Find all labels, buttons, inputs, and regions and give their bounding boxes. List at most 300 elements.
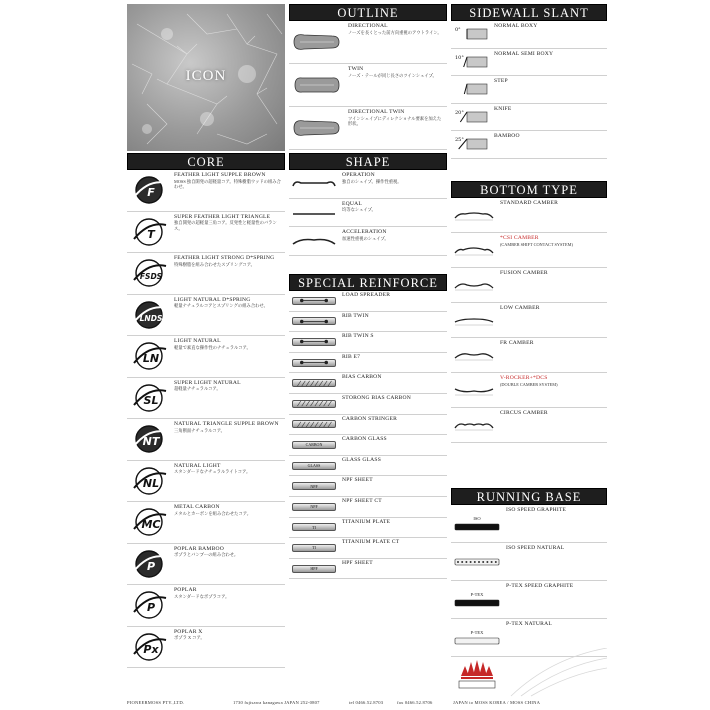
reinforce-name: TITANIUM PLATE CT bbox=[342, 539, 400, 546]
core-name: POPLAR BAMBOO bbox=[174, 545, 225, 552]
reinforce-strip-cell bbox=[289, 518, 339, 538]
bottom-sub: (CAMBER SHIFT CONTACT SYSTEM) bbox=[500, 241, 573, 247]
core-name: LIGHT NATURAL D*SPRING bbox=[174, 296, 251, 303]
core-logo-icon bbox=[130, 217, 168, 247]
core-name: SUPER LIGHT NATURAL bbox=[174, 379, 241, 386]
core-name: LIGHT NATURAL bbox=[174, 338, 221, 344]
bottom-text bbox=[497, 408, 607, 442]
reinforce-item bbox=[289, 291, 447, 312]
footer-company: PIONEERMOSS PTY.,LTD. bbox=[127, 700, 185, 705]
camber-profile-icon bbox=[453, 313, 495, 327]
sidewall-profile-icon bbox=[453, 106, 489, 128]
reinforce-strip-icon bbox=[292, 482, 336, 490]
core-item bbox=[127, 627, 285, 669]
shape-item bbox=[289, 227, 447, 256]
reinforce-strip-label: NPF bbox=[310, 504, 318, 510]
shape-profile-icon bbox=[291, 206, 337, 220]
running-base-text bbox=[503, 581, 607, 618]
core-logo-cell bbox=[127, 295, 171, 336]
reinforce-pattern-icon bbox=[293, 400, 335, 407]
reinforce-name: RIB E7 bbox=[342, 353, 361, 360]
shape-profile-icon bbox=[291, 177, 337, 191]
camber-profile-icon bbox=[453, 243, 495, 257]
reinforce-name: BIAS CARBON bbox=[342, 374, 382, 381]
core-text bbox=[171, 378, 285, 419]
core-logo-icon bbox=[130, 507, 168, 537]
sidewall-profile-icon bbox=[453, 78, 489, 100]
sidewall-profile-icon bbox=[453, 51, 489, 73]
bottom-name: CIRCUS CAMBER bbox=[500, 410, 548, 416]
core-logo-icon bbox=[130, 632, 168, 662]
reinforce-strip-cell bbox=[289, 456, 339, 476]
camber-profile-icon bbox=[453, 383, 495, 397]
reinforce-name: NPF SHEET CT bbox=[342, 497, 382, 504]
core-logo-cell bbox=[127, 461, 171, 502]
bottom-item bbox=[451, 408, 607, 443]
core-logo-letter: T bbox=[147, 227, 155, 241]
core-logo-icon bbox=[130, 300, 168, 330]
reinforce-name: TITANIUM PLATE bbox=[342, 518, 391, 525]
reinforce-list bbox=[289, 291, 447, 579]
core-text bbox=[171, 585, 285, 626]
outline-text bbox=[345, 107, 447, 149]
shape-item bbox=[289, 199, 447, 228]
core-desc: MOSS 独自開発の超軽量コア。特殊樹脂ウッドの組み合わせ。 bbox=[174, 178, 281, 189]
running-base-item bbox=[451, 543, 607, 581]
core-header: CORE bbox=[127, 153, 285, 170]
shape-text bbox=[339, 199, 447, 227]
sidewall-item bbox=[451, 76, 607, 104]
sidewall-diagram-cell bbox=[451, 21, 491, 48]
reinforce-strip-cell bbox=[289, 538, 339, 558]
shape-profile-cell bbox=[289, 227, 339, 255]
sidewall-diagram-cell bbox=[451, 76, 491, 103]
reinforce-item bbox=[289, 415, 447, 436]
reinforce-item bbox=[289, 332, 447, 353]
core-name: POPLAR bbox=[174, 587, 197, 593]
outline-item bbox=[289, 21, 447, 64]
base-sample-cell bbox=[451, 581, 503, 618]
reinforce-strip-icon bbox=[292, 359, 336, 367]
base-sample-cell bbox=[451, 505, 503, 542]
bottom-profile-cell bbox=[451, 233, 497, 267]
running-header: RUNNING BASE bbox=[451, 488, 607, 505]
reinforce-pattern-icon bbox=[293, 380, 335, 387]
core-name: POPLAR X bbox=[174, 628, 203, 635]
pioneer-moss-logo-icon bbox=[451, 648, 607, 698]
base-sample-label: P-TEX bbox=[470, 592, 484, 597]
core-desc: メタルとカーボンを組み合わせたコア。 bbox=[174, 510, 251, 516]
sidewall-text bbox=[491, 49, 607, 76]
outline-desc: ノーズ・テールが同じ長さのツインシェイプ。 bbox=[348, 72, 437, 78]
outline-text bbox=[345, 21, 447, 63]
reinforce-strip-cell bbox=[289, 435, 339, 455]
core-logo-icon bbox=[130, 590, 168, 620]
core-name: METAL CARBON bbox=[174, 504, 220, 510]
bottom-text bbox=[497, 338, 607, 372]
core-text bbox=[171, 295, 285, 336]
shape-text bbox=[339, 227, 447, 255]
core-logo-letter: NT bbox=[142, 435, 160, 449]
core-item bbox=[127, 212, 285, 254]
reinforce-item bbox=[289, 518, 447, 539]
running-base-item bbox=[451, 505, 607, 543]
reinforce-name: HPF SHEET bbox=[342, 559, 373, 566]
reinforce-strip-cell bbox=[289, 332, 339, 352]
core-name: FEATHER LIGHT STRONG D*SPRING bbox=[174, 255, 275, 261]
core-item bbox=[127, 585, 285, 627]
core-desc: 超軽量ナチュラルコア。 bbox=[174, 386, 221, 392]
outline-board-cell bbox=[289, 107, 345, 149]
running-base-name: ISO SPEED NATURAL bbox=[506, 545, 565, 551]
reinforce-name: CARBON GLASS bbox=[342, 436, 387, 443]
reinforce-strip-icon bbox=[292, 297, 336, 305]
reinforce-text bbox=[339, 497, 447, 517]
sidewall-angle-label: 0° bbox=[455, 27, 461, 34]
sidewall-angle-label: 10° bbox=[455, 54, 464, 61]
board-outline-icon bbox=[292, 73, 342, 97]
running-base-name: P-TEX NATURAL bbox=[506, 621, 552, 627]
outline-board-cell bbox=[289, 64, 345, 106]
reinforce-name: NPF SHEET bbox=[342, 477, 373, 484]
bottom-name: *CSI CAMBER bbox=[500, 235, 539, 241]
base-sample-icon bbox=[454, 523, 500, 531]
reinforce-strip-icon bbox=[292, 420, 336, 428]
bottom-item bbox=[451, 233, 607, 268]
core-desc: 特殊樹脂を組み合わせたスプリングコア。 bbox=[174, 261, 255, 267]
core-logo-icon bbox=[130, 175, 168, 205]
outline-text bbox=[345, 64, 447, 106]
outline-name: TWIN bbox=[348, 66, 364, 72]
bottom-profile-cell bbox=[451, 303, 497, 337]
bottom-name: FR CAMBER bbox=[500, 340, 534, 346]
core-logo-cell bbox=[127, 212, 171, 253]
outline-desc: ノーズを長くとった前方向重視のアウトライン。 bbox=[348, 29, 442, 35]
core-logo-letter: F bbox=[147, 186, 155, 200]
shape-text bbox=[339, 170, 447, 198]
reinforce-strip-icon bbox=[292, 400, 336, 408]
reinforce-strip-label: TI bbox=[312, 524, 316, 530]
sidewall-item bbox=[451, 49, 607, 77]
core-logo-icon bbox=[130, 549, 168, 579]
reinforce-pattern-icon bbox=[293, 297, 335, 304]
camber-profile-icon bbox=[453, 278, 495, 292]
core-logo-cell bbox=[127, 419, 171, 460]
sidewall-name: STEP bbox=[494, 78, 508, 84]
sidewall-text bbox=[491, 131, 607, 158]
reinforce-item bbox=[289, 312, 447, 333]
core-text bbox=[171, 212, 285, 253]
icon-title: ICON bbox=[185, 68, 227, 84]
sidewall-item bbox=[451, 21, 607, 49]
shape-name: OPERATION bbox=[342, 172, 375, 178]
bottom-item bbox=[451, 198, 607, 233]
bottom-name: LOW CAMBER bbox=[500, 305, 540, 311]
sidewall-diagram-cell bbox=[451, 104, 491, 131]
bottom-list bbox=[451, 198, 607, 443]
core-logo-cell bbox=[127, 336, 171, 377]
outline-board-cell bbox=[289, 21, 345, 63]
bottom-name: FUSION CAMBER bbox=[500, 270, 548, 276]
shape-header: SHAPE bbox=[289, 153, 447, 170]
footer-distribution: JAPAN to MOSS KOREA / MOSS CHINA bbox=[453, 700, 541, 705]
reinforce-name: CARBON STRINGER bbox=[342, 415, 398, 422]
reinforce-item bbox=[289, 394, 447, 415]
core-logo-cell bbox=[127, 585, 171, 626]
reinforce-text bbox=[339, 559, 447, 579]
core-item bbox=[127, 502, 285, 544]
footer-tel: tel 0466.52.8703 bbox=[349, 700, 384, 705]
middle-column bbox=[289, 4, 447, 572]
bottom-text bbox=[497, 373, 607, 407]
sidewall-text bbox=[491, 76, 607, 103]
reinforce-strip-icon bbox=[292, 379, 336, 387]
reinforce-strip-cell bbox=[289, 394, 339, 414]
sidewall-diagram-cell bbox=[451, 131, 491, 158]
core-desc: 軽量で素直な操作性のナチュラルコア。 bbox=[174, 344, 251, 350]
reinforce-text bbox=[339, 394, 447, 414]
sidewall-angle-label: 25° bbox=[455, 137, 464, 144]
reinforce-text bbox=[339, 415, 447, 435]
bottom-name: V-ROCKER+*DCS bbox=[500, 375, 548, 381]
right-column bbox=[451, 4, 607, 635]
reinforce-text bbox=[339, 373, 447, 393]
reinforce-strip-icon bbox=[292, 317, 336, 325]
footer-address: 1730 fujisawa kanagawa JAPAN 252-0807 bbox=[233, 700, 320, 705]
core-desc: ポプラ X コア。 bbox=[174, 635, 205, 641]
core-text bbox=[171, 544, 285, 585]
core-item bbox=[127, 295, 285, 337]
bottom-item bbox=[451, 338, 607, 373]
running-base-list bbox=[451, 505, 607, 657]
reinforce-strip-cell bbox=[289, 312, 339, 332]
running-base-text bbox=[503, 505, 607, 542]
reinforce-strip-label: GLASS bbox=[307, 463, 321, 469]
shape-name: EQUAL bbox=[342, 200, 362, 207]
shape-list bbox=[289, 170, 447, 256]
reinforce-text bbox=[339, 332, 447, 352]
core-item bbox=[127, 170, 285, 212]
core-logo-letter: P bbox=[146, 601, 156, 615]
core-logo-letter: LN bbox=[142, 352, 160, 366]
core-desc: 三角断面ナチュラルコア。 bbox=[174, 427, 225, 433]
core-logo-icon bbox=[130, 383, 168, 413]
reinforce-strip-icon bbox=[292, 503, 336, 511]
core-text bbox=[171, 336, 285, 377]
reinforce-strip-cell bbox=[289, 415, 339, 435]
bottom-text bbox=[497, 233, 607, 267]
reinforce-text bbox=[339, 353, 447, 373]
running-base-item bbox=[451, 581, 607, 619]
reinforce-strip-cell bbox=[289, 353, 339, 373]
core-desc: 軽量ナチュラルコアとスプリングの組み合わせ。 bbox=[174, 303, 268, 309]
shape-item bbox=[289, 170, 447, 199]
core-item bbox=[127, 336, 285, 378]
sidewall-profile-icon bbox=[453, 133, 489, 155]
sidewall-name: BAMBOO bbox=[494, 133, 520, 139]
reinforce-strip-label: HPF bbox=[310, 566, 318, 572]
sidewall-name: NORMAL BOXY bbox=[494, 23, 538, 29]
running-base-name: ISO SPEED GRAPHITE bbox=[506, 507, 567, 513]
footer bbox=[127, 700, 607, 708]
core-logo-letter: SL bbox=[143, 393, 159, 407]
core-text bbox=[171, 253, 285, 294]
reinforce-item bbox=[289, 353, 447, 374]
core-name: NATURAL TRIANGLE SUPPLE BROWN bbox=[174, 421, 279, 427]
reinforce-strip-label: CARBON bbox=[305, 442, 323, 448]
outline-item bbox=[289, 64, 447, 107]
outline-header: OUTLINE bbox=[289, 4, 447, 21]
reinforce-text bbox=[339, 476, 447, 496]
reinforce-name: STORONG BIAS CARBON bbox=[342, 394, 411, 401]
core-logo-letter: P bbox=[146, 559, 156, 573]
running-base-name: P-TEX SPEED GRAPHITE bbox=[506, 583, 574, 589]
reinforce-strip-icon bbox=[292, 565, 336, 573]
reinforce-text bbox=[339, 518, 447, 538]
sidewall-header: SIDEWALL SLANT bbox=[451, 4, 607, 21]
reinforce-strip-icon bbox=[292, 338, 336, 346]
core-item bbox=[127, 419, 285, 461]
bottom-name: STANDARD CAMBER bbox=[500, 200, 559, 206]
sidewall-list bbox=[451, 21, 607, 159]
camber-profile-icon bbox=[453, 208, 495, 222]
bottom-header: BOTTOM TYPE bbox=[451, 181, 607, 198]
core-logo-cell bbox=[127, 502, 171, 543]
sidewall-angle-label: 20° bbox=[455, 109, 464, 116]
reinforce-strip-cell bbox=[289, 497, 339, 517]
core-item bbox=[127, 378, 285, 420]
core-logo-icon bbox=[130, 424, 168, 454]
core-logo-icon bbox=[130, 466, 168, 496]
camber-profile-icon bbox=[453, 418, 495, 432]
outline-list bbox=[289, 21, 447, 150]
sidewall-item bbox=[451, 104, 607, 132]
reinforce-item bbox=[289, 373, 447, 394]
core-desc: 独自開発の超軽量三角コア。反発性と軽量性のバランス。 bbox=[174, 220, 277, 231]
core-logo-letter: FSDS bbox=[139, 272, 163, 282]
bottom-item bbox=[451, 303, 607, 338]
reinforce-strip-cell bbox=[289, 559, 339, 579]
shape-name: ACCELERATION bbox=[342, 229, 387, 236]
reinforce-text bbox=[339, 312, 447, 332]
reinforce-strip-icon bbox=[292, 523, 336, 531]
core-logo-letter: LNDS bbox=[139, 313, 163, 323]
shape-desc: 加速性重視のシェイプ。 bbox=[342, 235, 389, 241]
core-text bbox=[171, 627, 285, 668]
reinforce-strip-label: NPF bbox=[310, 483, 318, 489]
core-logo-cell bbox=[127, 378, 171, 419]
base-sample-icon bbox=[454, 558, 500, 566]
core-text bbox=[171, 502, 285, 543]
reinforce-text bbox=[339, 456, 447, 476]
bottom-profile-cell bbox=[451, 198, 497, 232]
outline-name: DIRECTIONAL bbox=[348, 23, 388, 29]
reinforce-strip-icon bbox=[292, 441, 336, 449]
reinforce-name: RIB TWIN S bbox=[342, 333, 374, 340]
bottom-text bbox=[497, 268, 607, 302]
core-logo-cell bbox=[127, 170, 171, 211]
reinforce-strip-cell bbox=[289, 373, 339, 393]
sidewall-text bbox=[491, 21, 607, 48]
core-item bbox=[127, 544, 285, 586]
bottom-profile-cell bbox=[451, 408, 497, 442]
reinforce-item bbox=[289, 559, 447, 580]
bottom-text bbox=[497, 303, 607, 337]
core-item bbox=[127, 253, 285, 295]
reinforce-strip-icon bbox=[292, 544, 336, 552]
bottom-profile-cell bbox=[451, 268, 497, 302]
reinforce-item bbox=[289, 476, 447, 497]
shape-desc: 均等なシェイプ。 bbox=[342, 207, 376, 213]
reinforce-item bbox=[289, 538, 447, 559]
reinforce-item bbox=[289, 456, 447, 477]
reinforce-text bbox=[339, 538, 447, 558]
reinforce-item bbox=[289, 435, 447, 456]
reinforce-pattern-icon bbox=[293, 421, 335, 428]
core-logo-cell bbox=[127, 253, 171, 294]
core-text bbox=[171, 461, 285, 502]
reinforce-strip-icon bbox=[292, 462, 336, 470]
base-sample-icon bbox=[454, 599, 500, 607]
reinforce-text bbox=[339, 435, 447, 455]
sidewall-diagram-cell bbox=[451, 49, 491, 76]
outline-name: DIRECTIONAL TWIN bbox=[348, 109, 405, 115]
bottom-text bbox=[497, 198, 607, 232]
reinforce-strip-label: TI bbox=[312, 545, 316, 551]
core-list bbox=[127, 170, 285, 668]
reinforce-pattern-icon bbox=[293, 318, 335, 325]
base-sample-icon bbox=[454, 637, 500, 645]
core-logo-icon bbox=[130, 341, 168, 371]
bottom-item bbox=[451, 268, 607, 303]
shape-profile-cell bbox=[289, 170, 339, 198]
sidewall-name: NORMAL SEMI BOXY bbox=[494, 50, 554, 57]
footer-fax: fax 0466.52.8706 bbox=[397, 700, 433, 705]
core-logo-cell bbox=[127, 627, 171, 668]
shape-desc: 独自のシェイプ。操作性重視。 bbox=[342, 178, 402, 184]
core-text bbox=[171, 419, 285, 460]
icon-panel bbox=[127, 4, 285, 151]
outline-desc: ツインシェイプにディレクショナル要素を加えた形状。 bbox=[348, 115, 442, 126]
reinforce-name: GLASS GLASS bbox=[342, 456, 382, 463]
reinforce-item bbox=[289, 497, 447, 518]
core-logo-letter: NL bbox=[142, 476, 160, 490]
core-logo-cell bbox=[127, 544, 171, 585]
base-sample-label: ISO bbox=[473, 516, 481, 521]
running-base-text bbox=[503, 543, 607, 580]
sidewall-profile-icon bbox=[453, 23, 489, 45]
core-desc: ポプラとバンブーの組み合わせ。 bbox=[174, 552, 239, 558]
shape-profile-cell bbox=[289, 199, 339, 227]
reinforce-name: LOAD SPREADER bbox=[342, 292, 391, 298]
core-item bbox=[127, 461, 285, 503]
core-text bbox=[171, 170, 285, 211]
sidewall-item bbox=[451, 131, 607, 159]
sidewall-text bbox=[491, 104, 607, 131]
reinforce-pattern-icon bbox=[293, 359, 335, 366]
sidewall-name: KNIFE bbox=[494, 105, 512, 112]
core-name: FEATHER LIGHT SUPPLE BROWN bbox=[174, 172, 266, 178]
core-desc: スタンダードなナチュラルライトコア。 bbox=[174, 469, 251, 475]
reinforce-strip-cell bbox=[289, 291, 339, 311]
shape-profile-icon bbox=[291, 234, 337, 248]
reinforce-strip-cell bbox=[289, 476, 339, 496]
bottom-sub: (DOUBLE CAMBER SYSTEM) bbox=[500, 381, 558, 387]
reinforce-name: RIB TWIN bbox=[342, 312, 369, 319]
base-sample-cell bbox=[451, 543, 503, 580]
board-outline-icon bbox=[292, 116, 342, 140]
core-logo-letter: MC bbox=[141, 518, 161, 532]
